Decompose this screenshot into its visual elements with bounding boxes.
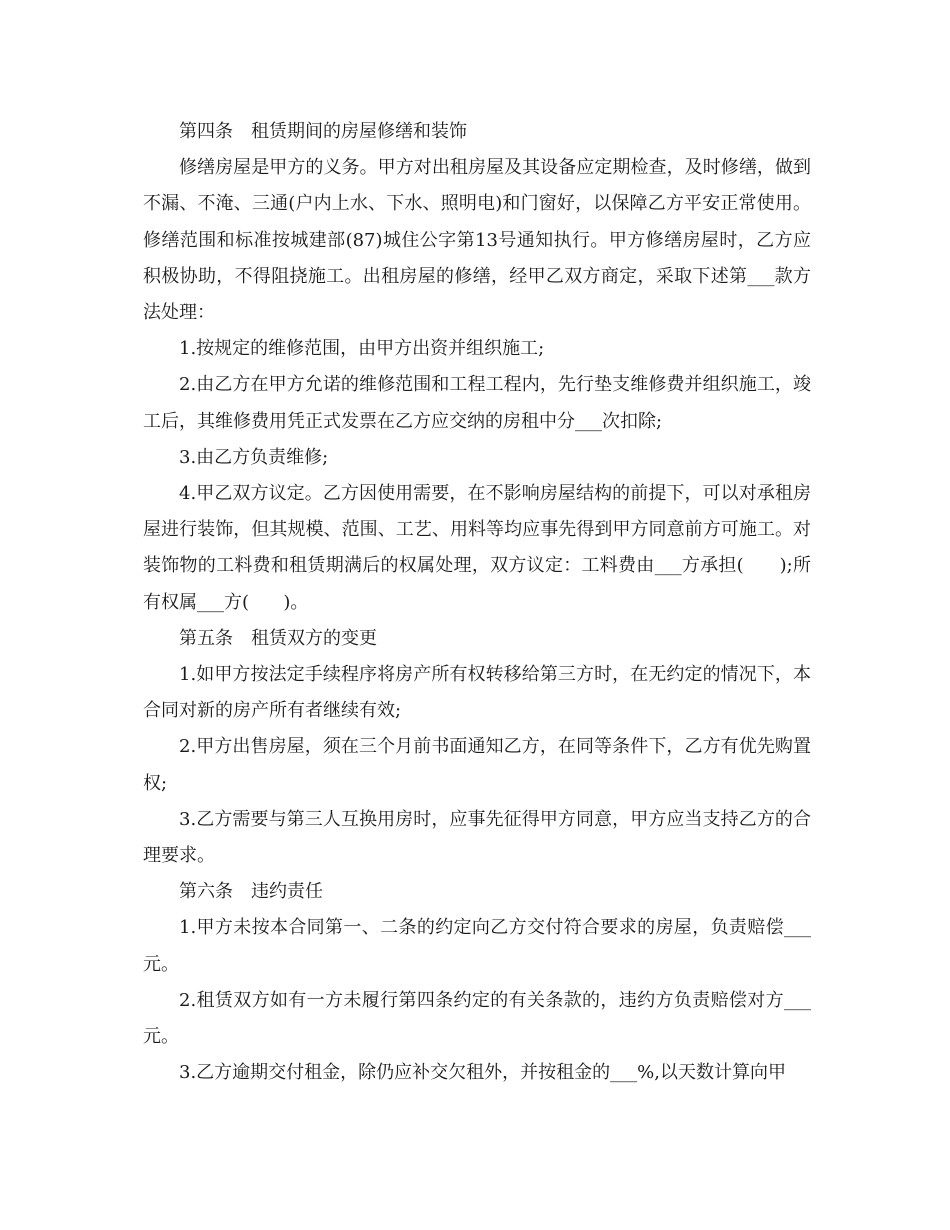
article-6-heading: 第六条 违约责任	[179, 881, 323, 903]
article-6-item-3: 3.乙方逾期交付租金，除仍应补交欠租外，并按租金的___%,以天数计算向甲	[179, 1062, 786, 1084]
article-6-item-2: 2.租赁双方如有一方未履行第四条约定的有关条款的，违约方负责赔偿对方___元。	[143, 989, 811, 1048]
article-4-item-2: 2.由乙方在甲方允诺的维修范围和工程工程内，先行垫支维修费并组织施工，竣工后，其维修费用凭正式发票在乙方应交纳的房租中分___次扣除;	[143, 374, 811, 432]
article-5-heading: 第五条 租赁双方的变更	[179, 627, 377, 649]
article-4-heading: 第四条 租赁期间的房屋修缮和装饰	[179, 121, 467, 142]
article-5-item-1: 1.如甲方按法定手续程序将房产所有权转移给第三方时，在无约定的情况下，本合同对新的房产所有者继续有效;	[143, 664, 811, 722]
article-4-item-3: 3.由乙方负责维修;	[179, 446, 329, 468]
article-6-item-1: 1.甲方未按本合同第一、二条的约定向乙方交付符合要求的房屋，负责赔偿___元。	[143, 917, 811, 975]
article-5-item-3: 3.乙方需要与第三人互换用房时，应事先征得甲方同意，甲方应当支持乙方的合理要求。	[143, 808, 811, 867]
article-4-body: 修缮房屋是甲方的义务。甲方对出租房屋及其设备应定期检查，及时修缮，做到不漏、不淹、三通(户内上水、下水、照明电)和门窗好，以保障乙方平安正常使用。修缮范围和标准按城建部(87)城住公字第13号通知执行。甲方修缮房屋时，乙方应积极协助，不得阻挠施工。出租房屋的修缮，经甲乙双方商定，采取下述第___款方法处理：	[143, 157, 811, 324]
article-4-item-1: 1.按规定的维修范围，由甲方出资并组织施工;	[179, 338, 545, 360]
article-4-item-4: 4.甲乙双方议定。乙方因使用需要，在不影响房屋结构的前提下，可以对承租房屋进行装饰，但其规模、范围、工艺、用料等均应事先得到甲方同意前方可施工。对装饰物的工料费和租赁期满后的权属处理，双方议定：工料费由___方承担( );所有权属___方( )。	[143, 483, 811, 613]
article-5-item-2: 2.甲方出售房屋，须在三个月前书面通知乙方，在同等条件下，乙方有优先购置权;	[143, 736, 811, 794]
document-body	[143, 114, 811, 1091]
